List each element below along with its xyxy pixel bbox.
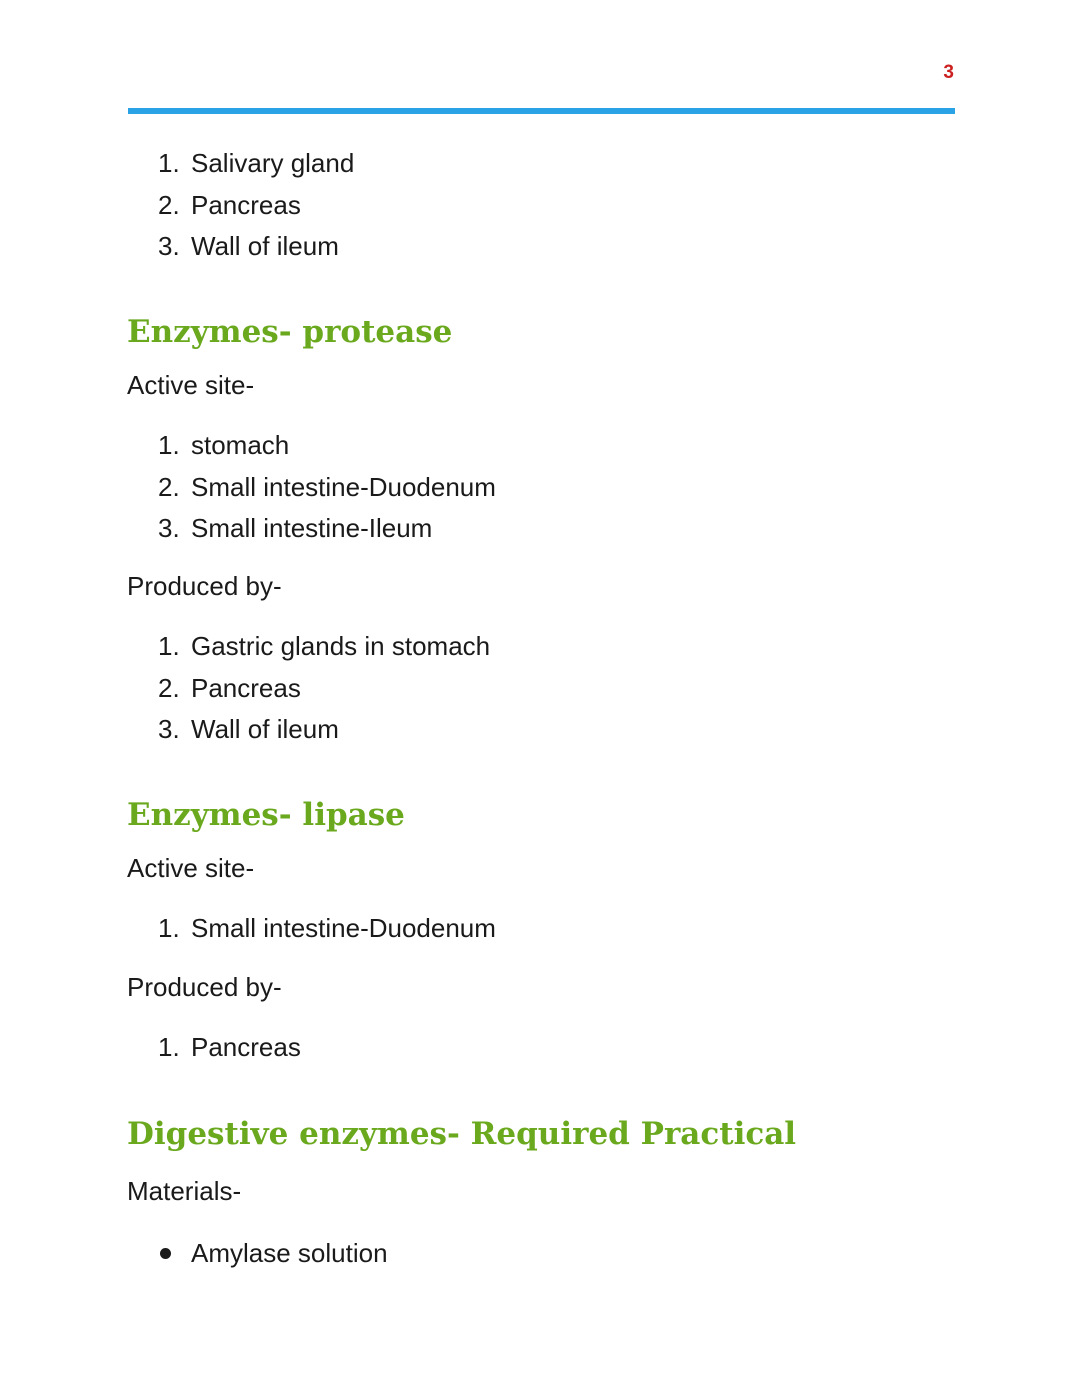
list-number: 1. [158,148,180,178]
list-item [158,631,490,661]
list-item [158,913,496,943]
list-item [158,190,301,220]
list-item-text: Amylase solution [191,1238,388,1268]
header-rule [128,108,955,114]
list-item [158,430,289,460]
list-item [158,1032,301,1062]
list-item-text: Wall of ileum [191,231,339,261]
active-site-label: Active site- [127,853,255,883]
list-number: 3. [158,231,180,261]
page-number: 3 [943,62,954,83]
list-item-text: Salivary gland [191,148,355,178]
list-item-text: Pancreas [191,1032,301,1062]
list-number: 2. [158,472,180,502]
list-item-text: Pancreas [191,190,301,220]
produced-by-label: Produced by- [127,571,282,601]
list-item [158,148,354,178]
list-item-text: Pancreas [191,673,301,703]
list-number: 2. [158,673,180,703]
list-item-text: Wall of ileum [191,714,339,744]
list-number: 1. [158,1032,180,1062]
list-item [158,1238,388,1268]
section-heading-protease: Enzymes- protease [127,314,453,350]
list-number: 1. [158,913,180,943]
materials-label: Materials- [127,1176,242,1206]
bullet-icon [160,1248,171,1259]
list-item [158,714,339,744]
list-item-text: Gastric glands in stomach [191,631,491,661]
list-number: 2. [158,190,180,220]
list-number: 3. [158,714,180,744]
list-item [158,673,301,703]
list-item-text: Small intestine-Duodenum [191,913,496,943]
active-site-label: Active site- [127,370,255,400]
list-number: 3. [158,513,180,543]
list-number: 1. [158,430,180,460]
list-item-text: Small intestine-Ileum [191,513,433,543]
list-item-text: stomach [191,430,290,460]
list-item [158,472,496,502]
list-number: 1. [158,631,180,661]
list-item [158,513,432,543]
list-item [158,231,339,261]
section-heading-lipase: Enzymes- lipase [127,797,405,833]
list-item-text: Small intestine-Duodenum [191,472,496,502]
produced-by-label: Produced by- [127,972,282,1002]
section-heading-practical: Digestive enzymes- Required Practical [127,1116,797,1152]
